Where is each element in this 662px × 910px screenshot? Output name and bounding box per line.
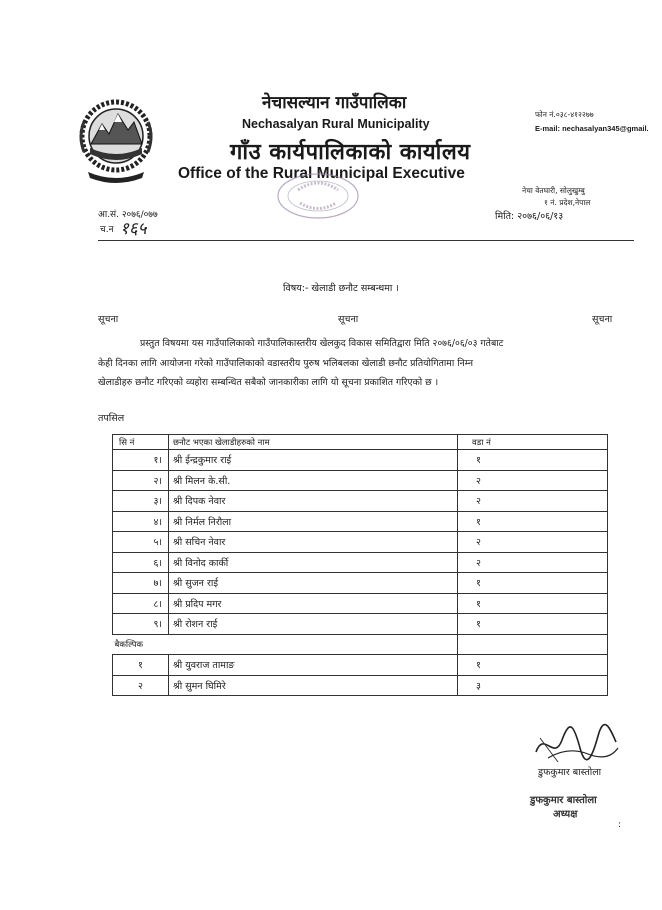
row-ward: १: [458, 593, 608, 614]
body-line-3: खेलाडीहरु छनौट गरिएको व्यहोरा सम्बन्धित सबैको जानकारीका लागि यो सूचना प्रकाशित गरिएको छ ।: [98, 377, 439, 388]
table-row: [113, 450, 608, 471]
signatory-name: डुफकुमार बास्तोला: [538, 767, 602, 778]
nepal-emblem-icon: [76, 92, 156, 184]
signatory-role: अध्यक्ष: [553, 809, 578, 820]
fiscal-year: आ.सं. २०७६/०७७: [98, 210, 158, 220]
row-player-name: श्री प्रदिप मगर: [169, 593, 458, 614]
phone-number: फोन नं.०३८-४१२२७७: [535, 110, 594, 119]
row-player-name: श्री रोशन राई: [169, 614, 458, 635]
row-serial: ८।: [113, 593, 169, 614]
office-seal-stamp: [268, 170, 368, 222]
email-address: E-mail: nechasalyan345@gmail.: [535, 124, 649, 133]
notice-label-left: सूचना: [98, 314, 119, 325]
office-title-english: Office of the Rural Municipal Executive: [178, 165, 465, 182]
signatory-stamp-name: डुफकुमार बास्तोला: [530, 795, 597, 806]
row-ward: २: [458, 491, 608, 512]
reference-number-label: च.न: [100, 225, 114, 235]
subject-line: विषय:- खेलाडी छनौट सम्बन्धमा ।: [283, 283, 399, 294]
header-ward: वडा नं: [458, 435, 608, 450]
table-row: [113, 573, 608, 594]
row-player-name: श्री विनोद कार्की: [169, 552, 458, 573]
body-line-2: केही दिनका लागि आयोजना गरेको गाउँपालिकाको वडास्तरीय पुरुष भलिबलका खेलाडी छनौट प्रतियोगितामा निम्न: [98, 358, 474, 369]
row-ward: १: [458, 614, 608, 635]
details-label: तपसिल: [98, 413, 125, 424]
address-line-1: नेचा वेतघारी, सोलुखुम्बु: [522, 186, 585, 195]
alt-row-serial: १: [113, 655, 169, 676]
notice-label-center: सूचना: [338, 314, 359, 325]
row-serial: १।: [113, 450, 169, 471]
address-line-2: १ नं. प्रदेश,नेपाल: [544, 198, 591, 207]
signature-scribble: [528, 718, 623, 768]
table-row: [113, 470, 608, 491]
row-player-name: श्री सचिन नेवार: [169, 532, 458, 553]
row-serial: ५।: [113, 532, 169, 553]
margin-mark: :: [618, 820, 622, 830]
table-row: [113, 593, 608, 614]
row-player-name: श्री मिलन के.सी.: [169, 470, 458, 491]
alt-row-player-name: श्री सुमन घिमिरे: [169, 675, 458, 696]
office-title-nepali: गाँउ कार्यपालिकाको कार्यालय: [230, 140, 471, 165]
municipality-name-nepali: नेचासल्यान गाउँपालिका: [262, 93, 407, 113]
row-player-name: श्री निर्मल निरौला: [169, 511, 458, 532]
row-serial: ४।: [113, 511, 169, 532]
header-divider: [98, 240, 634, 241]
table-row: [113, 532, 608, 553]
table-row: [113, 491, 608, 512]
row-serial: ६।: [113, 552, 169, 573]
row-serial: ७।: [113, 573, 169, 594]
alternates-label: बैकल्पिक: [113, 634, 458, 655]
alt-row-player-name: श्री युवराज तामाङ: [169, 655, 458, 676]
row-player-name: श्री सुजन राई: [169, 573, 458, 594]
table-header-row: [113, 435, 608, 450]
table-row: [113, 675, 608, 696]
reference-number-value: १६५: [120, 219, 147, 239]
municipality-name-english: Nechasalyan Rural Municipality: [242, 117, 430, 131]
row-serial: ३।: [113, 491, 169, 512]
row-ward: १: [458, 450, 608, 471]
row-player-name: श्री ईन्द्रकुमार राई: [169, 450, 458, 471]
alt-row-ward: ३: [458, 675, 608, 696]
row-serial: ९।: [113, 614, 169, 635]
alt-row-serial: २: [113, 675, 169, 696]
table-row: [113, 552, 608, 573]
row-ward: २: [458, 532, 608, 553]
alternates-header-blank: [458, 634, 608, 655]
table-row: [113, 655, 608, 676]
letter-date: मिति: २०७६/०६/१३: [495, 211, 564, 222]
selected-players-table: [112, 434, 608, 696]
body-line-1: प्रस्तुत विषयमा यस गाउँपालिकाको गाउँपालिकास्तरीय खेलकुद विकास समितिद्वारा मिति २०७६/०६/०३ गतेबाट: [140, 338, 504, 349]
row-serial: २।: [113, 470, 169, 491]
row-ward: १: [458, 573, 608, 594]
header-serial: सि नं: [113, 435, 169, 450]
row-ward: २: [458, 552, 608, 573]
notice-label-right: सूचना: [592, 314, 613, 325]
alt-row-ward: १: [458, 655, 608, 676]
row-ward: २: [458, 470, 608, 491]
row-ward: १: [458, 511, 608, 532]
table-row: [113, 511, 608, 532]
header-player-name: छनौट भएका खेलाडीहरुको नाम: [169, 435, 458, 450]
alternates-header-row: [113, 634, 608, 655]
row-player-name: श्री दिपक नेवार: [169, 491, 458, 512]
table-row: [113, 614, 608, 635]
